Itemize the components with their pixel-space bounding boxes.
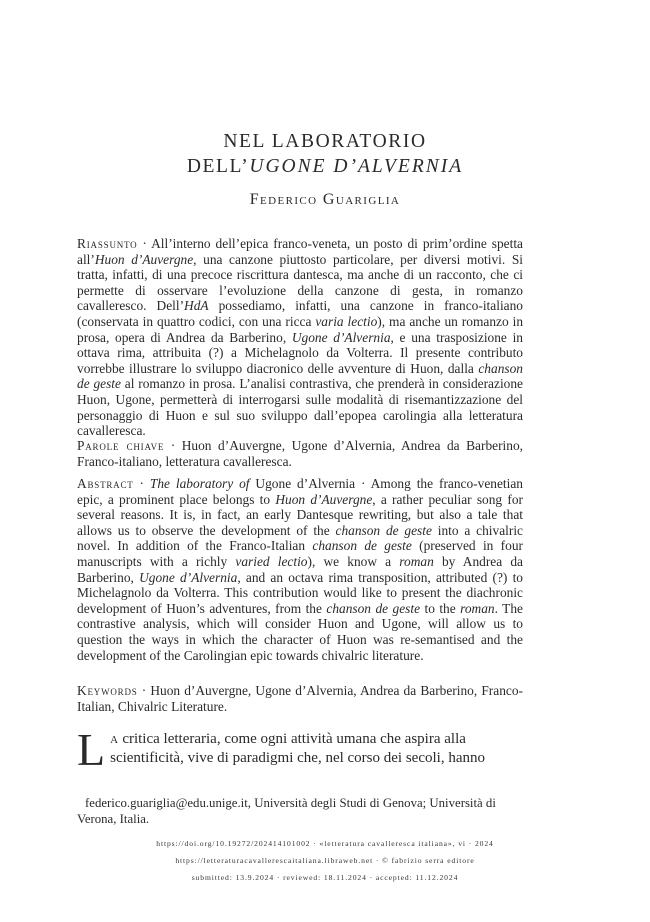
riassunto-paragraph: Riassunto · All’interno dell’epica franco-veneta, un posto di prim’ordine spetta all’Huon d’Auvergne, una canzone piuttosto particolare, per diversi motivi. Si tratta, infatti, di una precoce riscrittura dantesca, ma anche di un racconto, che ci permette di osservare l’evoluzione della canzone di gesta, in romanzo cavalleresco. Dell’HdA possediamo, infatti, una canzone in franco-italiano (conservata in quattro codici, con una ricca varia lectio), ma anche un romanzo in prosa, opera di Andrea da Barberino, Ugone d’Alvernia, e una trasposizione in ottava rima, attribuita (?) a Michelagnolo da Volterra. Il presente contributo vorrebbe illustrare lo sviluppo diacronico delle avventure di Huon, dalla chanson de geste al romanzo in prosa. L’analisi contrastiva, che prenderà in considerazione Huon, Ugone, permetterà di interrogarsi sulle modalità di risemantizzazione del personaggio di Huon e sul suo sviluppo dall’epopea carolingia alla letteratura cavalleresca. <box>77 236 524 439</box>
submission-dates-line: submitted: 13.9.2024 · reviewed: 18.11.2024 · accepted: 11.12.2024 <box>191 873 459 882</box>
article-title-line-1: NEL LABORATORIO <box>223 131 427 152</box>
author-name: Federico Guariglia <box>249 191 401 208</box>
abstract-paragraph: Abstract · The laboratory of Ugone d’Alvernia · Among the franco-venetian epic, a prominent place belongs to Huon d’Auvergne, a rather peculiar song for several reasons. It is, in fact, an early Dantesque rewriting, but also a tale that allows us to observe the development of the chanson de geste into a chivalric novel. In addition of the Franco-Italian chanson de geste (preserved in four manuscripts with a richly varied lectio), we know a roman by Andrea da Barberino, Ugone d’Alvernia, and an octava rima transposition, attributed (?) to Michelagnolo da Volterra. This contribution would like to present the diachronic development of Huon’s adventures, from the chanson de geste to the roman. The contrastive analysis, which will consider Huon and Ugone, will allow us to question the ways in which the character of Huon was re-semantised and the development of the Carolingian epic towards chivalric literature. <box>77 476 524 663</box>
parole-chiave-paragraph: Parole chiave · Huon d’Auvergne, Ugone d’Alvernia, Andrea da Barberino, Franco-italiano, letteratura cavalleresca. <box>77 438 524 469</box>
keywords-label: Keywords <box>77 683 138 698</box>
abstract-label: Abstract <box>77 476 134 491</box>
keywords-paragraph: Keywords · Huon d’Auvergne, Ugone d’Alvernia, Andrea da Barberino, Franco-Italian, Chivalric Literature. <box>77 683 524 714</box>
doi-line: https://doi.org/10.19272/202414101002 · «letteratura cavalleresca italiana», vi · 2024 <box>156 839 494 848</box>
article-title-line-2 <box>0 156 650 178</box>
author-affiliation-footnote: federico.guariglia@edu.unige.it, Università degli Studi di Genova; Università di Verona, Italia. <box>77 796 496 826</box>
body-paragraph: La critica letteraria, come ogni attività umana che aspira alla scientificità, vive di paradigmi che, nel corso dei secoli, hanno <box>77 724 485 775</box>
title-italic: UGONE D’ALVERNIA <box>249 156 464 177</box>
journal-url-line: https://letteraturacavallerescaitaliana.libraweb.net · © fabrizio serra editore <box>175 856 475 865</box>
drop-cap: L <box>77 724 106 775</box>
riassunto-label: Riassunto <box>77 236 138 251</box>
parole-chiave-label: Parole chiave <box>77 438 165 453</box>
title-prefix: DELL’ <box>186 156 250 177</box>
